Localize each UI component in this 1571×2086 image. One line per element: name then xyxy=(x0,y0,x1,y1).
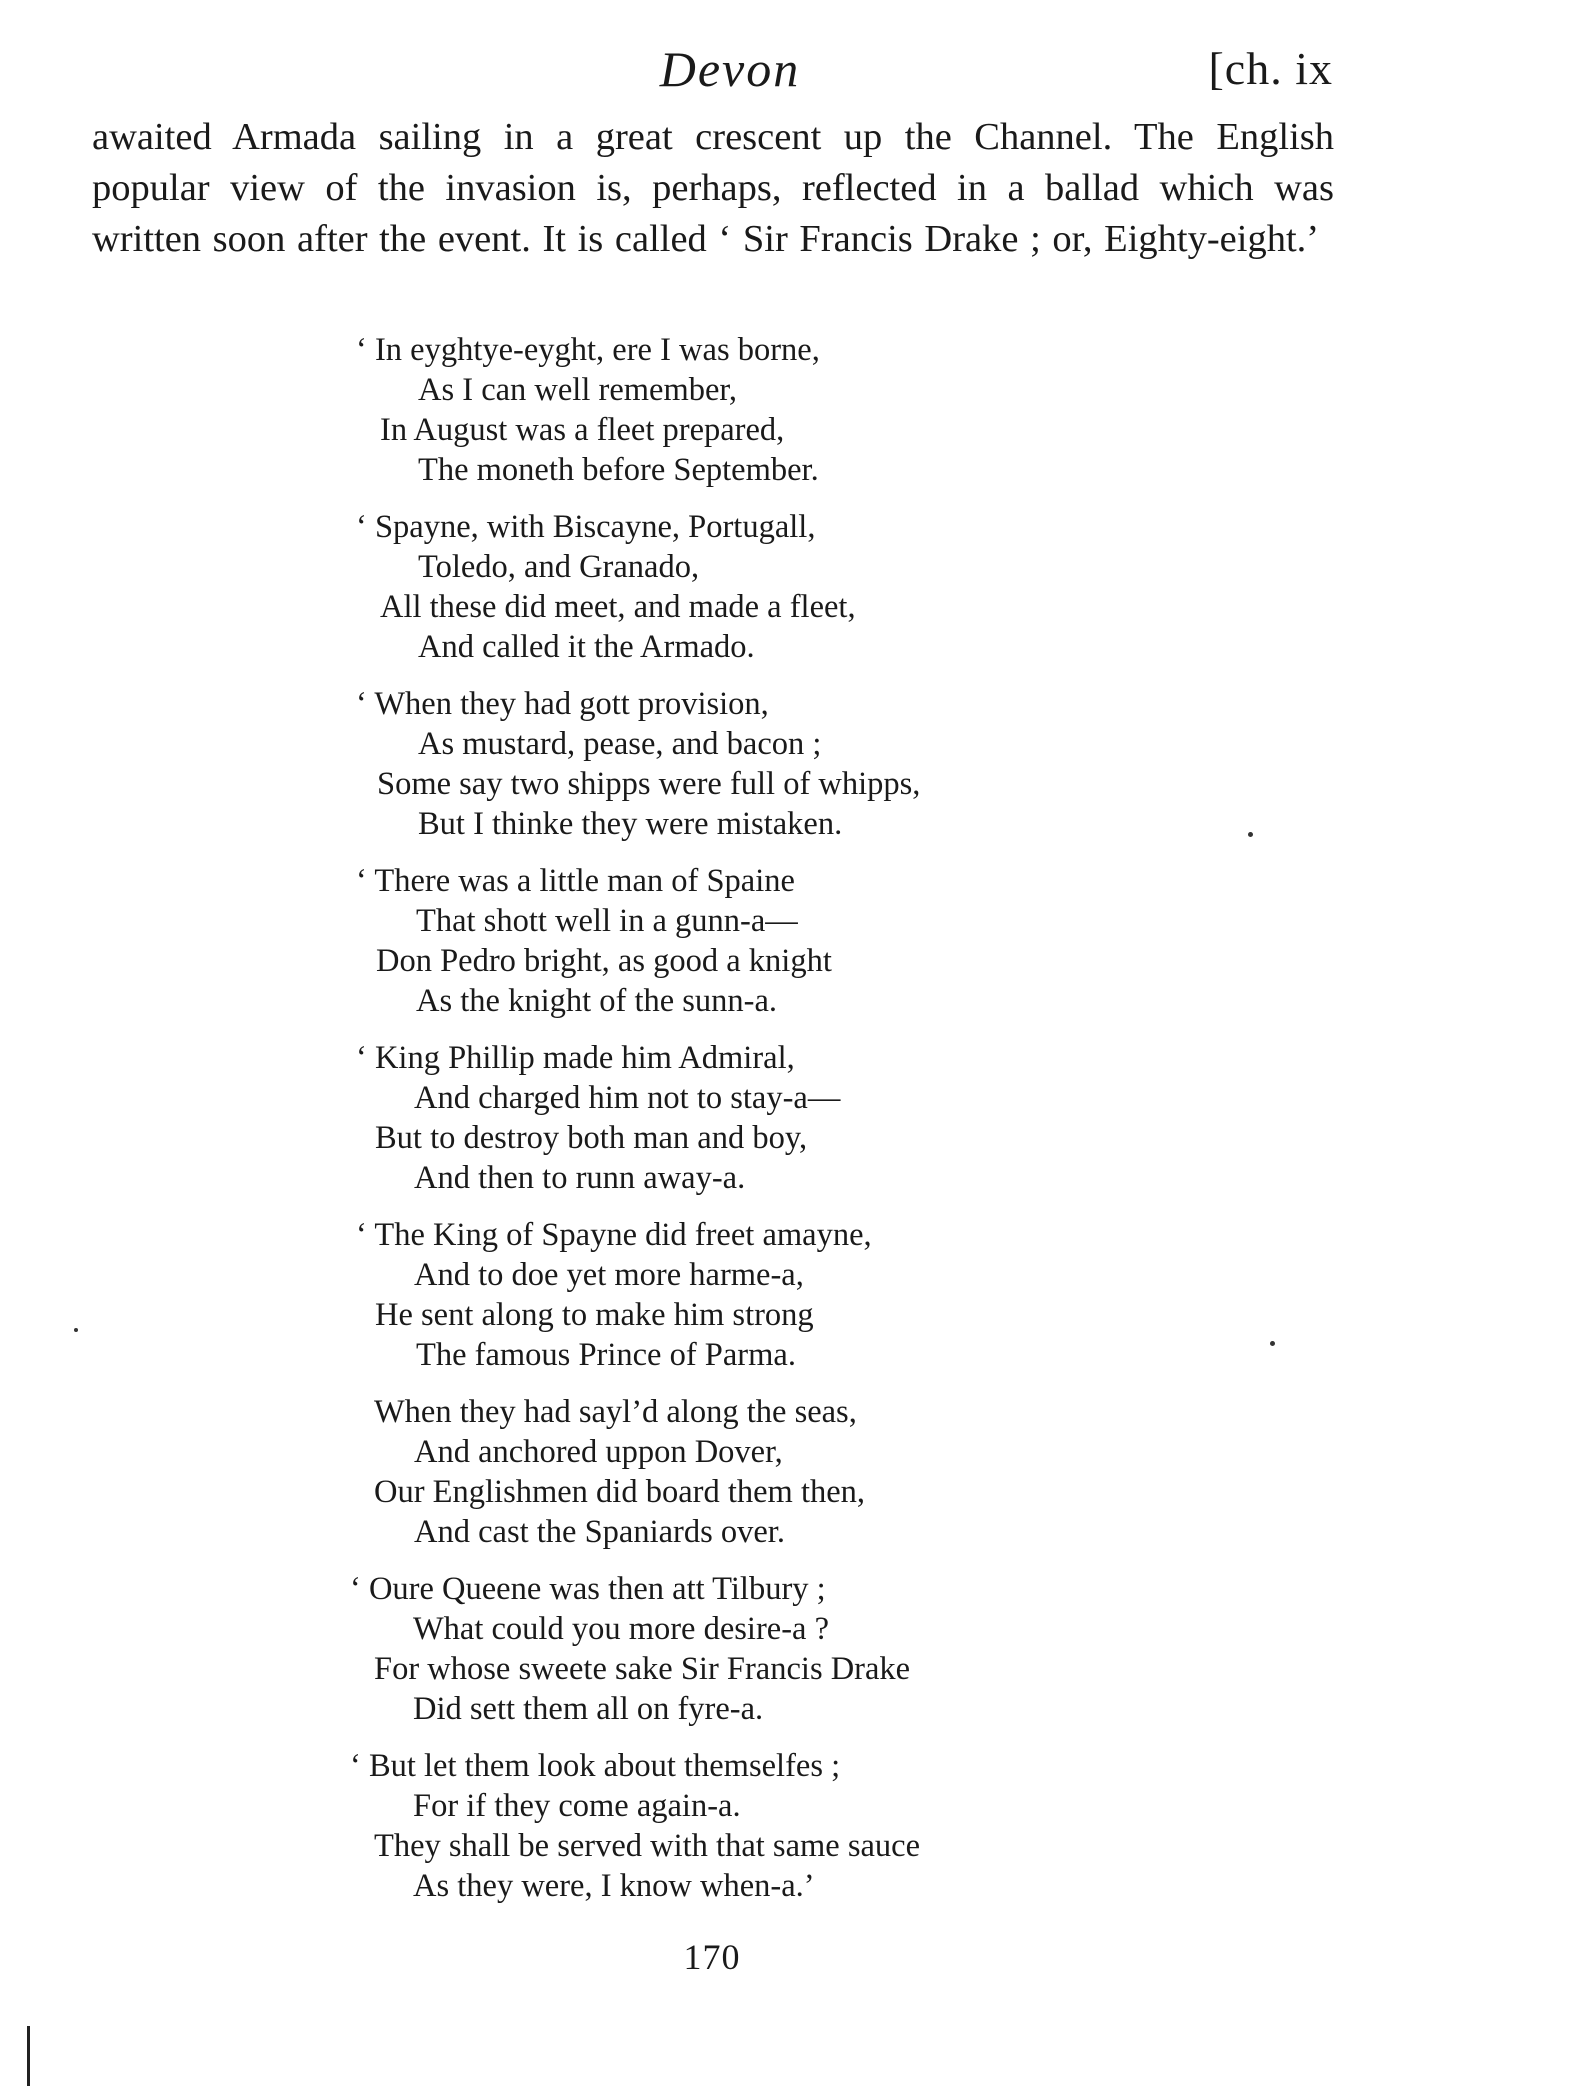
stanza-2 xyxy=(345,507,1145,667)
stanza-1 xyxy=(345,330,1145,490)
poem-line: He sent along to make him strong xyxy=(375,1297,814,1333)
poem-line: ‘ Spayne, with Biscayne, Portugall, xyxy=(356,509,816,545)
stanza-9 xyxy=(345,1746,1145,1906)
poem-line: When they had sayl’d along the seas, xyxy=(374,1394,857,1430)
intro-paragraph: awaited Armada sailing in a great crescent up the Channel. The English popular view of the invasion is, perhaps, reflected in a ballad which was written soon after the event. It is called ‘ Sir Francis Drake ; or, Eighty-eight.’ xyxy=(92,116,1334,260)
poem-line: ‘ In eyghtye-eyght, ere I was borne, xyxy=(356,332,820,368)
poem-line: That shott well in a gunn-a— xyxy=(416,903,798,939)
poem-line: They shall be served with that same sauce xyxy=(374,1828,920,1864)
ballad-poem xyxy=(345,330,1145,1923)
stanza-8 xyxy=(345,1569,1145,1729)
poem-line: As the knight of the sunn-a. xyxy=(416,983,778,1019)
poem-line: Toledo, and Granado, xyxy=(418,549,700,585)
poem-line: ‘ There was a little man of Spaine xyxy=(356,863,795,899)
page-number: 170 xyxy=(683,1937,741,1977)
stanza-7 xyxy=(345,1392,1145,1552)
poem-line: The famous Prince of Parma. xyxy=(416,1337,796,1373)
poem-line: And charged him not to stay-a— xyxy=(414,1080,841,1116)
poem-line: In August was a fleet prepared, xyxy=(380,412,785,448)
poem-line: As they were, I know when-a.’ xyxy=(413,1868,815,1904)
poem-line: As I can well remember, xyxy=(418,372,738,408)
poem-line: The moneth before September. xyxy=(418,452,819,488)
poem-line: All these did meet, and made a fleet, xyxy=(380,589,856,625)
poem-line: ‘ King Phillip made him Admiral, xyxy=(356,1040,795,1076)
poem-line: What could you more desire-a ? xyxy=(413,1611,830,1647)
running-title: Devon xyxy=(659,41,801,97)
poem-line: For if they come again-a. xyxy=(413,1788,741,1824)
poem-line: Did sett them all on fyre-a. xyxy=(413,1691,764,1727)
poem-line: And anchored uppon Dover, xyxy=(414,1434,783,1470)
poem-line: And to doe yet more harme-a, xyxy=(414,1257,804,1293)
print-speck xyxy=(74,1328,78,1332)
poem-line: Don Pedro bright, as good a knight xyxy=(376,943,832,979)
poem-line: As mustard, pease, and bacon ; xyxy=(418,726,822,762)
poem-line: Some say two shipps were full of whipps, xyxy=(377,766,921,802)
stanza-5 xyxy=(345,1038,1145,1198)
poem-line: Our Englishmen did board them then, xyxy=(374,1474,866,1510)
stanza-3 xyxy=(345,684,1145,844)
poem-line: For whose sweete sake Sir Francis Drake xyxy=(374,1651,911,1687)
poem-line: And called it the Armado. xyxy=(418,629,755,665)
poem-line: ‘ The King of Spayne did freet amayne, xyxy=(356,1217,872,1253)
margin-mark xyxy=(27,2026,30,2086)
poem-line: ‘ But let them look about themselfes ; xyxy=(350,1748,841,1784)
print-speck xyxy=(1248,832,1253,837)
poem-line: ‘ When they had gott provision, xyxy=(356,686,769,722)
chapter-reference: [ch. ix xyxy=(1208,43,1333,94)
poem-line: But to destroy both man and boy, xyxy=(375,1120,808,1156)
poem-line: And then to runn away-a. xyxy=(414,1160,746,1196)
print-speck xyxy=(1270,1341,1275,1346)
poem-line: And cast the Spaniards over. xyxy=(414,1514,785,1550)
poem-line: But I thinke they were mistaken. xyxy=(418,806,843,842)
stanza-6 xyxy=(345,1215,1145,1375)
stanza-4 xyxy=(345,861,1145,1021)
page-header xyxy=(0,40,1571,110)
poem-line: ‘ Oure Queene was then att Tilbury ; xyxy=(350,1571,826,1607)
